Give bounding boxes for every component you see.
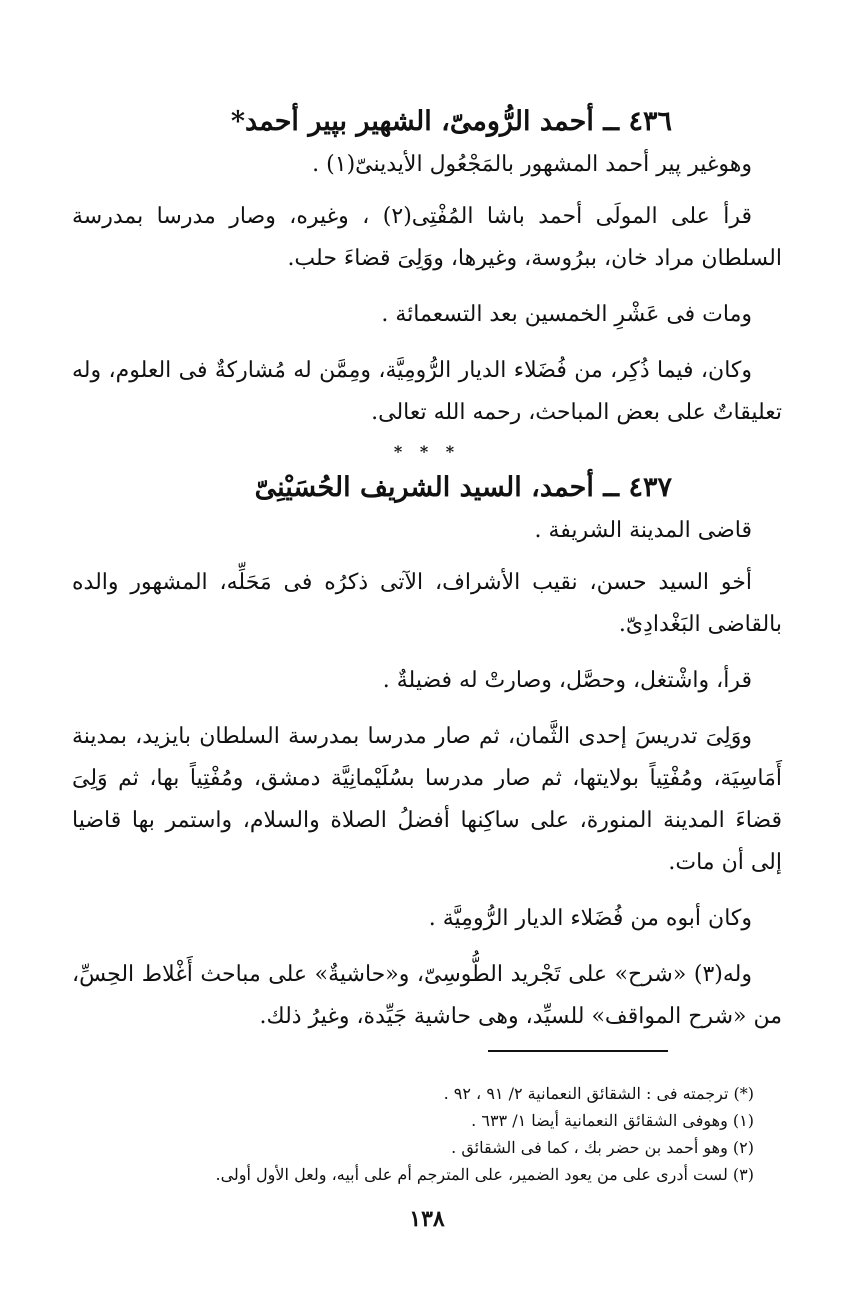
section-separator: * * *	[393, 442, 461, 461]
entry-436	[72, 100, 782, 434]
paragraph: وهوغير پير أحمد المشهور بالمَجْعُول الأيدينىّ(١) .	[312, 152, 752, 177]
entry-title: ٤٣٧ ــ أحمد، السيد الشريف الحُسَيْنِىّ	[254, 472, 672, 503]
paragraph: قرأ، واشْتغل، وحصَّل، وصارتْ له فضيلةٌ .	[382, 668, 752, 693]
paragraph: ووَلِىَ تدريسَ إحدى الثَّمان، ثم صار مدرسا بمدرسة السلطان بايزيد، بمدينة أَمَاسِيَة، ومُفْتِياً بولايتها، ثم صار مدرسا بسُلَيْمانِيَّة دمشق، ومُفْتِياً بها، ثم وَلِىَ قضاءَ المدينة المنورة، على ساكِنها أفضلُ الصلاة والسلام، واستمر بها قاضيا إلى أن مات.	[72, 724, 782, 875]
footnote: (٢) وهو أحمد بن حضر بك ، كما فى الشقائق .	[451, 1138, 754, 1157]
paragraph: وكان أبوه من فُضَلاء الديار الرُّومِيَّة .	[428, 906, 752, 931]
page-number: ١٣٨	[409, 1206, 445, 1232]
footnote-divider	[488, 1050, 668, 1052]
footnote: (١) وهوفى الشقائق النعمانية أيضا ١/ ٦٣٣ .	[471, 1111, 754, 1130]
entry-437	[72, 466, 782, 1038]
footnotes	[114, 1080, 754, 1188]
footnote: (*) ترجمته فى : الشقائق النعمانية ٢/ ٩١ ، ٩٢ .	[443, 1084, 754, 1103]
paragraph: أخو السيد حسن، نقيب الأشراف، الآتى ذكرُه فى مَحَلِّه، المشهور والده بالقاضى البَغْدادِىّ.	[72, 570, 782, 637]
footnote: (٣) لست أدرى على من يعود الضمير، على المترجم أم على أبيه، ولعل الأول أولى.	[215, 1165, 754, 1184]
paragraph: وكان، فيما ذُكِر، من فُضَلاء الديار الرُّومِيَّة، ومِمَّن له مُشاركةٌ فى العلوم، وله تعليقاتٌ على بعض المباحث، رحمه الله تعالى.	[72, 358, 782, 425]
entry-title: ٤٣٦ ــ أحمد الرُّومىّ، الشهير بپير أحمد*	[230, 106, 672, 137]
paragraph: قرأ على المولَى أحمد باشا المُفْتِى(٢) ، وغيره، وصار مدرسا بمدرسة السلطان مراد خان، ببرُوسة، وغيرها، ووَلِىَ قضاءَ حلب.	[72, 204, 782, 271]
paragraph: ومات فى عَشْرِ الخمسين بعد التسعمائة .	[381, 302, 752, 327]
paragraph: قاضى المدينة الشريفة .	[534, 518, 752, 543]
paragraph: وله(٣) «شرح» على تَجْريد الطُّوسِىّ، و«حاشيةٌ» على مباحث أَغْلاط الحِسِّ، من «شرح المواقف» للسيِّد، وهى حاشية جَيِّدة، وغيرُ ذلك.	[72, 962, 782, 1029]
